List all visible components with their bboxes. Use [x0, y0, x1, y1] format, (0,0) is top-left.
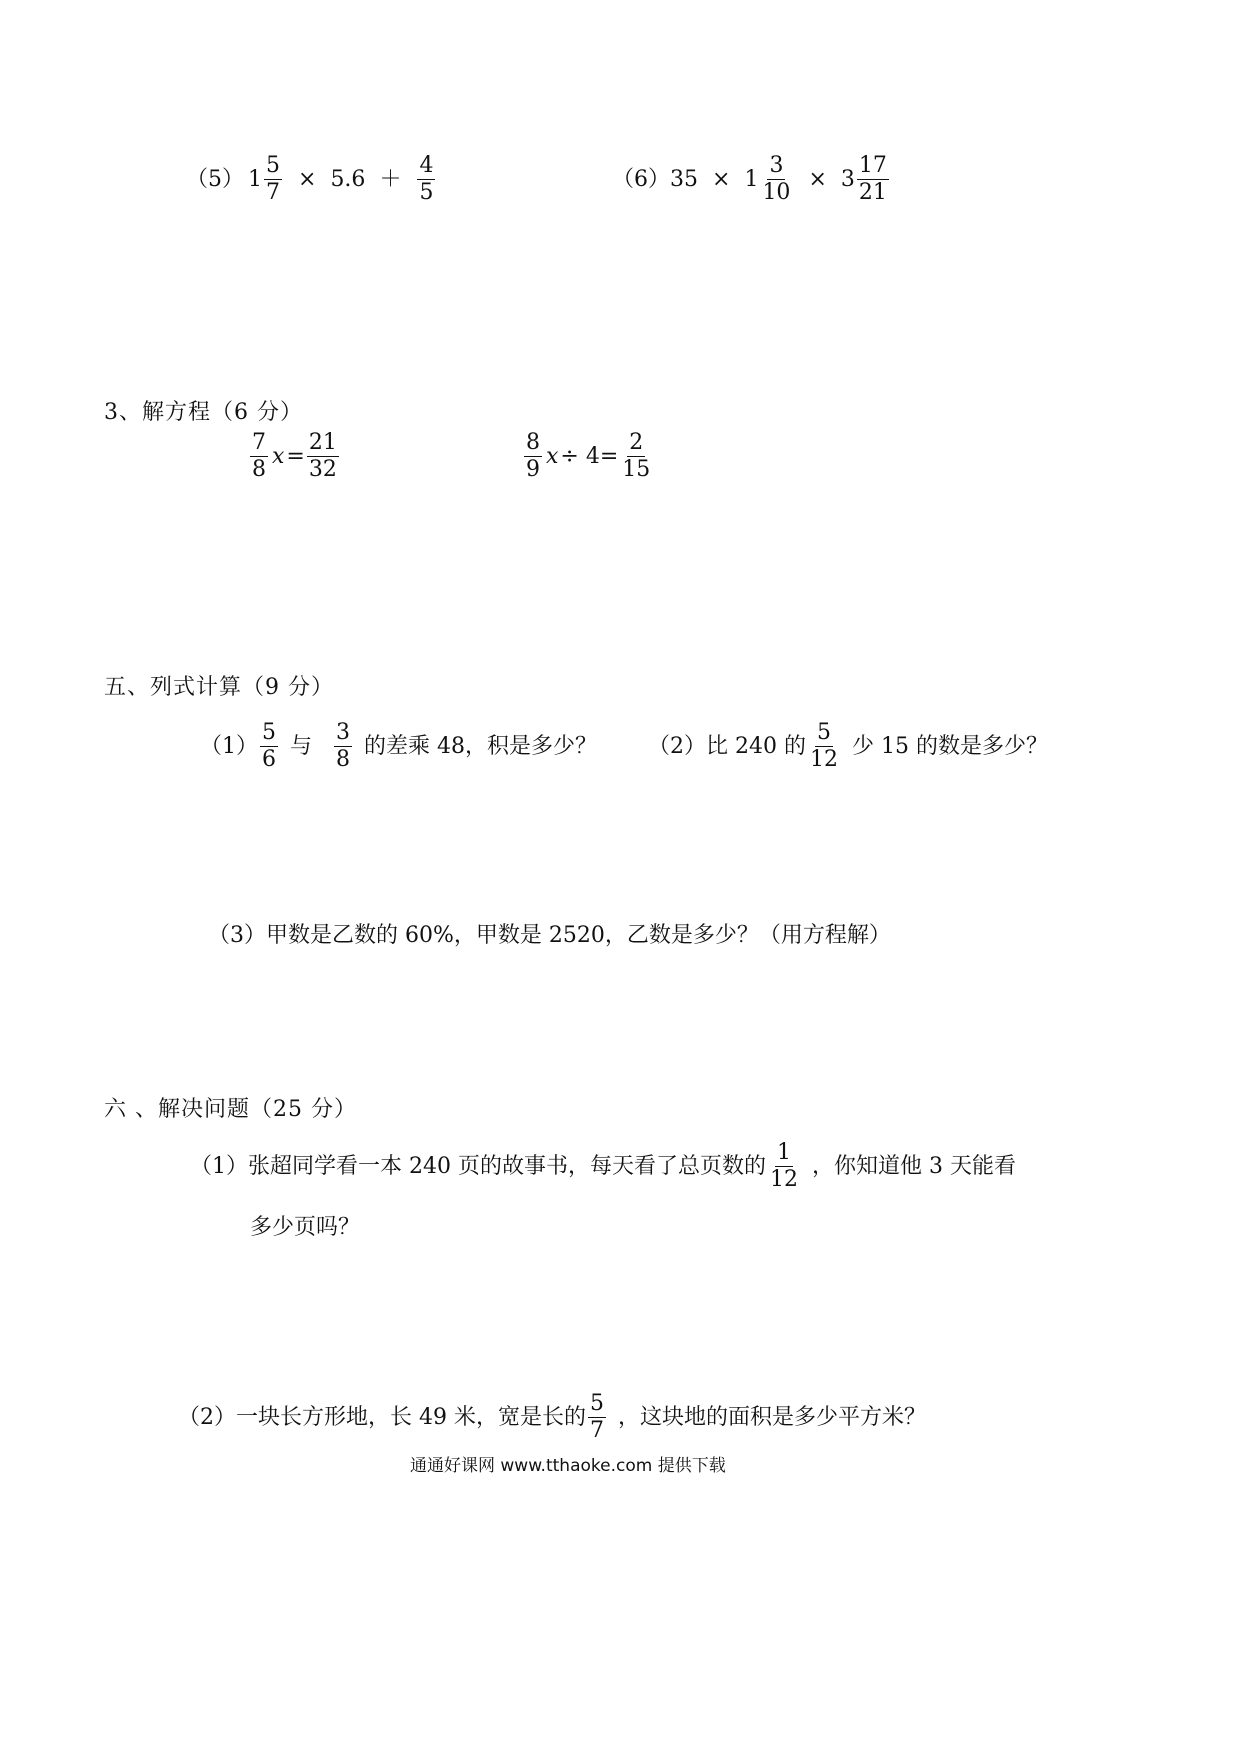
variable: x [546, 443, 559, 469]
operator: ＋ [379, 166, 402, 192]
equations-heading: 3、解方程（6 分） [104, 400, 303, 425]
operator: ÷ 4 [560, 443, 600, 469]
equals-sign: = [599, 443, 619, 469]
problem-text: （1）张超同学看一本 240 页的故事书，每天看了总页数的 [190, 1153, 766, 1179]
mixed-whole: 3 [840, 166, 855, 192]
connector-text: 与 [290, 733, 313, 759]
section6-problem-2 [178, 1393, 926, 1442]
footer-credit: 通通好课网 www.tthaoke.com 提供下载 [410, 1456, 726, 1476]
problem-text: （2）一块长方形地，长 49 米，宽是长的 [178, 1404, 586, 1430]
problem-text: 的差乘 48，积是多少？ [364, 733, 598, 759]
section5-problem-2 [648, 722, 1048, 771]
number: 35 [670, 166, 698, 192]
fraction: $\frac{3}{8}$ [336, 720, 351, 772]
calc-problem-6 [612, 155, 891, 204]
equation-1 [248, 432, 341, 481]
number: 5.6 [330, 166, 366, 192]
section6-problem-1-continued: 多少页吗？ [250, 1215, 361, 1240]
fraction: $\frac{17}{21}$ [858, 153, 887, 205]
fraction: $\frac{5}{6}$ [262, 720, 276, 772]
equals-sign: = [286, 443, 305, 469]
fraction: $\frac{5}{7}$ [266, 153, 280, 205]
fraction: $\frac{5}{12}$ [809, 720, 838, 772]
problem-text: ，这块地的面积是多少平方米？ [617, 1404, 926, 1430]
operator: × [298, 166, 317, 192]
fraction: $\frac{4}{5}$ [419, 153, 434, 205]
problem-label: （6） [612, 166, 670, 192]
fraction: $\frac{21}{32}$ [308, 430, 337, 482]
fraction: $\frac{5}{7}$ [589, 1391, 604, 1443]
operator: × [808, 166, 827, 192]
problem-label: （5） [186, 166, 244, 192]
mixed-whole: 1 [744, 166, 759, 192]
variable: x [272, 443, 285, 469]
section6-problem-1 [190, 1142, 1016, 1191]
fraction: $\frac{3}{10}$ [762, 153, 791, 205]
problem-label: （1） [200, 733, 258, 759]
section5-problem-3: （3）甲数是乙数的 60%，甲数是 2520，乙数是多少？（用方程解） [208, 923, 891, 948]
fraction: $\frac{2}{15}$ [622, 430, 651, 482]
problem-text: （2）比 240 的 [648, 733, 806, 759]
fraction: $\frac{1}{12}$ [769, 1140, 798, 1192]
section5-heading: 五、列式计算（9 分） [104, 675, 334, 700]
equation-2 [522, 432, 654, 481]
section6-heading: 六 、解决问题（25 分） [104, 1097, 357, 1122]
operator: × [712, 166, 731, 192]
section5-problem-1 [200, 722, 597, 771]
fraction: $\frac{8}{9}$ [526, 430, 540, 482]
fraction: $\frac{7}{8}$ [252, 430, 266, 482]
problem-text: ，你知道他 3 天能看 [811, 1153, 1016, 1179]
mixed-whole: 1 [248, 166, 262, 192]
calc-problem-5 [186, 155, 437, 204]
problem-text: 少 15 的数是多少？ [851, 733, 1048, 759]
